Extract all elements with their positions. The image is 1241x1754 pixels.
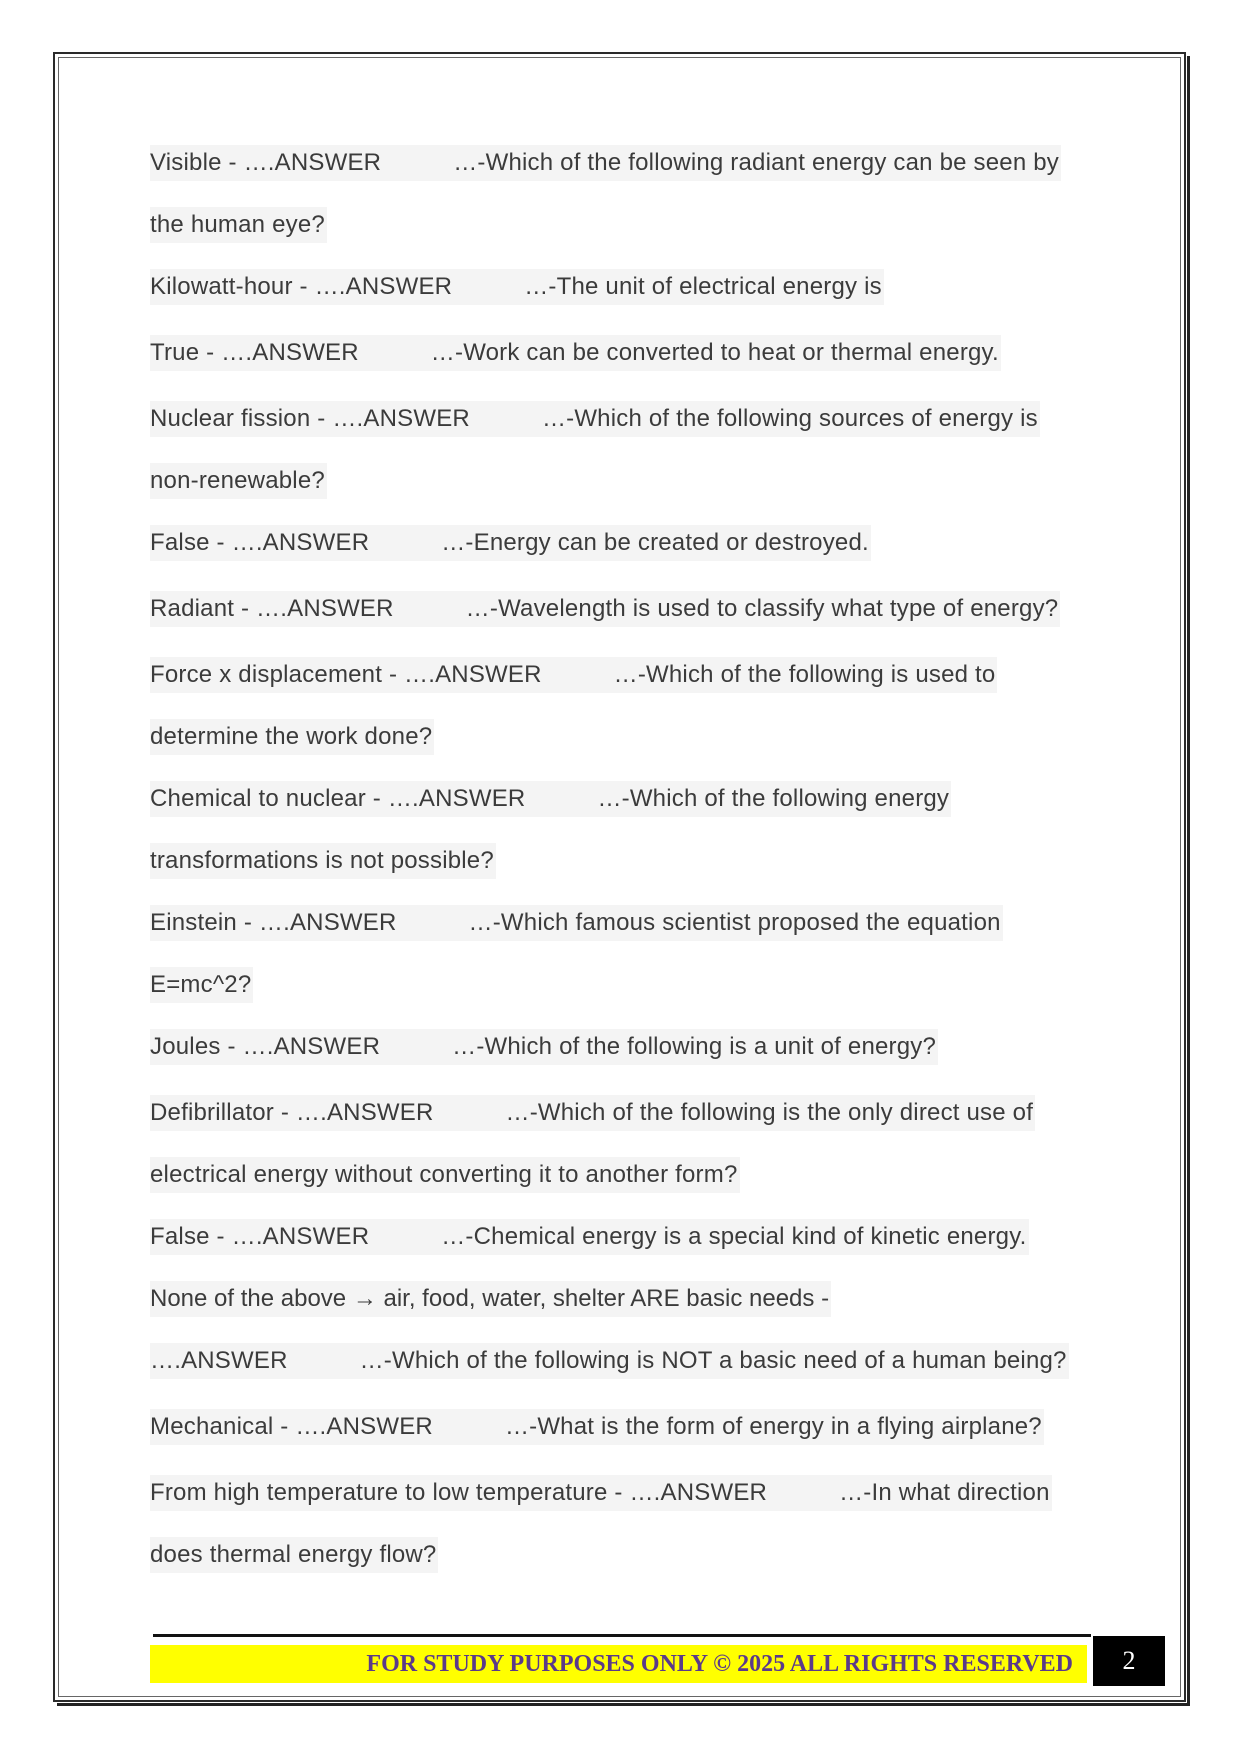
question-text: …-Which of the following is a unit of energy? (452, 1033, 937, 1060)
qa-line (150, 1409, 1044, 1445)
qa-item (150, 1095, 1090, 1157)
answer-text: Einstein - ….ANSWER (150, 909, 397, 936)
qa-line (150, 269, 884, 305)
answer-text: Visible - ….ANSWER (150, 149, 382, 176)
qa-continuation (150, 463, 1090, 525)
qa-continuation (150, 843, 1090, 905)
qa-line (150, 1095, 1035, 1131)
qa-item (150, 401, 1090, 463)
qa-item (150, 781, 1090, 843)
footer-rule (153, 1634, 1091, 1637)
qa-item (150, 145, 1090, 207)
qa-item (150, 525, 1090, 591)
footer-notice: FOR STUDY PURPOSES ONLY © 2025 ALL RIGHTS RESERVED (366, 1650, 1073, 1677)
footer-bar (150, 1645, 1087, 1683)
qa-line (150, 1343, 1069, 1379)
question-text: …-Which famous scientist proposed the equation (468, 909, 1001, 936)
qa-line (150, 1475, 1052, 1511)
question-text: …-Which of the following is used to (613, 661, 996, 688)
answer-text: None of the above → air, food, water, shelter ARE basic needs - (150, 1281, 831, 1317)
answer-text: Mechanical - ….ANSWER (150, 1413, 433, 1440)
answer-text: Defibrillator - ….ANSWER (150, 1099, 434, 1126)
qa-continuation (150, 719, 1090, 781)
answer-text: True - ….ANSWER (150, 339, 359, 366)
question-text: …-Which of the following energy (597, 785, 950, 812)
question-text-cont: electrical energy without converting it to another form? (150, 1157, 740, 1193)
qa-line (150, 1029, 938, 1065)
question-text: …-Which of the following is NOT a basic need of a human being? (359, 1347, 1067, 1374)
qa-item (150, 335, 1090, 401)
answer-text: Nuclear fission - ….ANSWER (150, 405, 470, 432)
qa-line (150, 335, 1001, 371)
answer-marker: ….ANSWER (150, 1347, 288, 1374)
answer-text: From high temperature to low temperature - ….ANSWER (150, 1479, 768, 1506)
question-text: …-What is the form of energy in a flying airplane? (504, 1413, 1042, 1440)
question-text-cont: non-renewable? (150, 463, 327, 499)
answer-text: Joules - ….ANSWER (150, 1033, 381, 1060)
qa-continuation (150, 967, 1090, 1029)
question-text: …-Which of the following radiant energy can be seen by (453, 149, 1059, 176)
qa-item (150, 269, 1090, 335)
answer-text: Chemical to nuclear - ….ANSWER (150, 785, 526, 812)
qa-item (150, 657, 1090, 719)
question-text: …-Work can be converted to heat or thermal energy. (430, 339, 999, 366)
question-text: …-Wavelength is used to classify what type of energy? (465, 595, 1059, 622)
qa-line (150, 591, 1060, 627)
question-text: …-The unit of electrical energy is (524, 273, 882, 300)
question-text: …-Which of the following sources of energy is (541, 405, 1038, 432)
qa-line (150, 401, 1040, 437)
question-text-cont: does thermal energy flow? (150, 1537, 438, 1573)
answer-text: Force x displacement - ….ANSWER (150, 661, 542, 688)
qa-continuation (150, 1157, 1090, 1219)
answer-text: False - ….ANSWER (150, 529, 370, 556)
qa-line (150, 905, 1003, 941)
qa-item (150, 1219, 1090, 1281)
qa-continuation (150, 207, 1090, 269)
question-text-cont: determine the work done? (150, 719, 434, 755)
qa-line (150, 657, 997, 693)
question-text: …-Energy can be created or destroyed. (441, 529, 869, 556)
question-text: …-Which of the following is the only direct use of (505, 1099, 1034, 1126)
qa-item (150, 591, 1090, 657)
question-text: …-In what direction (839, 1479, 1050, 1506)
question-text-cont: the human eye? (150, 207, 327, 243)
question-text-cont: E=mc^2? (150, 967, 253, 1003)
qa-item (150, 905, 1090, 967)
qa-item (150, 1029, 1090, 1095)
qa-continuation (150, 1343, 1090, 1409)
answer-text: False - ….ANSWER (150, 1223, 370, 1250)
answer-text: Kilowatt-hour - ….ANSWER (150, 273, 453, 300)
qa-line (150, 1219, 1029, 1255)
qa-item (150, 1281, 1090, 1343)
qa-line (150, 145, 1061, 181)
qa-list (150, 145, 1090, 1599)
qa-line (150, 781, 951, 817)
qa-item (150, 1475, 1090, 1537)
qa-line (150, 525, 871, 561)
answer-text: Radiant - ….ANSWER (150, 595, 394, 622)
qa-continuation (150, 1537, 1090, 1599)
page-number: 2 (1093, 1636, 1165, 1686)
question-text-cont: transformations is not possible? (150, 843, 496, 879)
question-text: …-Chemical energy is a special kind of kinetic energy. (441, 1223, 1027, 1250)
qa-item (150, 1409, 1090, 1475)
